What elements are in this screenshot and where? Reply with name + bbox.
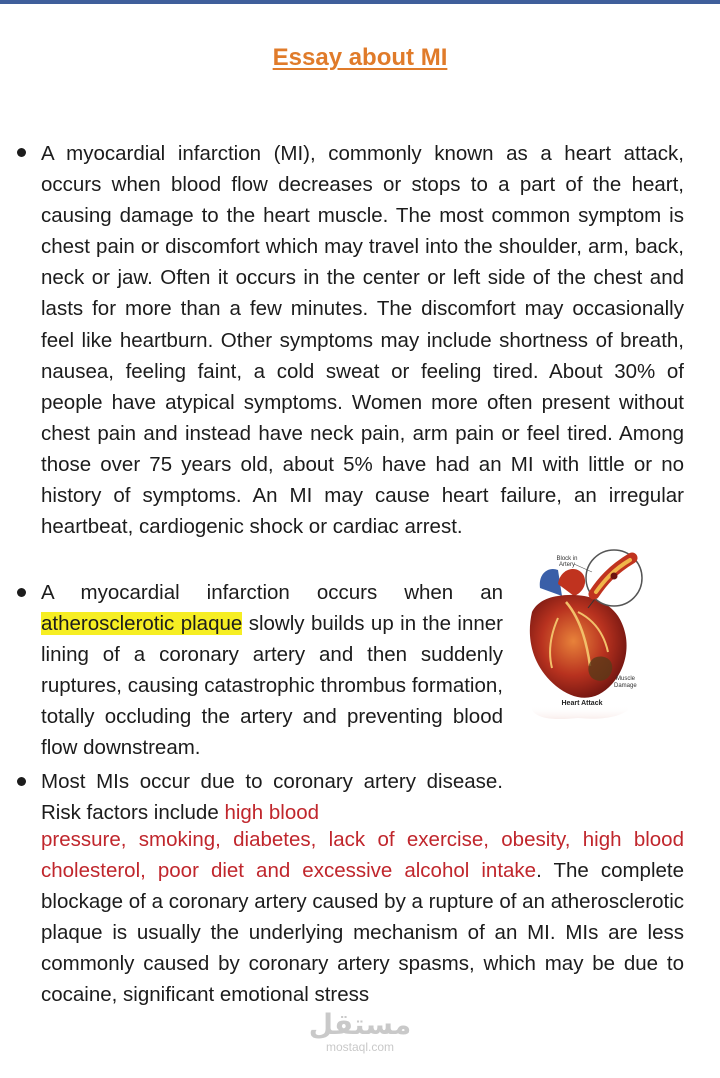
- mechanism-text-start: A myocardial infarction occurs when an: [41, 581, 503, 604]
- heart-shape: [530, 595, 627, 698]
- bullet-icon: [17, 148, 26, 157]
- watermark-logo: مستقل: [308, 1008, 412, 1041]
- label-block-line1: Block in: [556, 556, 578, 562]
- mechanism-text-end: slowly builds up in the inner lining of a coronary artery and then suddenly ruptures, causing catastrophic thrombus formation, totally occluding the artery and preventing blood flow downstream.: [41, 612, 503, 760]
- aorta-shape: [558, 569, 585, 596]
- causes-text-start: Most MIs occur due to coronary artery disease. Risk factors include: [41, 770, 503, 825]
- heart-illustration: [518, 546, 646, 766]
- figure-caption: Heart Attack: [561, 700, 603, 707]
- figure-reflection: [532, 706, 628, 719]
- reflection-shape: [532, 706, 628, 719]
- watermark-site: mostaql.com: [325, 1040, 395, 1054]
- causes-text-end: . The complete blockage of a coronary artery caused by a rupture of an atherosclerotic plaque is usually the underlying mechanism of an MI. MIs are less commonly caused by coronary artery spasms, which may be due to cocaine, significant emotional stress: [41, 859, 684, 1007]
- bullet-icon: [17, 588, 26, 597]
- watermark: [300, 1010, 420, 1054]
- label-block-line2: Artery: [558, 562, 576, 568]
- paragraph-mechanism: [41, 577, 503, 764]
- risk-factors-text: pressure, smoking, diabetes, lack of exercise, obesity, high blood cholesterol, poor diet and excessive alcohol intake: [41, 828, 684, 883]
- risk-factors-text-start: high blood: [224, 801, 320, 825]
- heart-attack-figure: [518, 546, 646, 766]
- top-rule: [0, 0, 720, 4]
- paragraph-causes-body: [41, 824, 684, 1011]
- highlighted-term: atherosclerotic plaque: [41, 612, 243, 636]
- paragraph-causes-lead: [41, 766, 503, 828]
- paragraph-definition: A myocardial infarction (MI), commonly known as a heart attack, occurs when blood flow decreases or stops to a part of the heart, causing damage to the heart muscle. The most common symptom is chest pain or discomfort which may travel into the shoulder, arm, back, neck or jaw. Often it occurs in the center or left side of the chest and lasts for more than a few minutes. The discomfort may occasionally feel like heartburn. Other symptoms may include shortness of breath, nausea, feeling faint, a cold sweat or feeling tired. About 30% of people have atypical symptoms. Women more often present without chest pain and instead have neck pain, arm pain or feel tired. Among those over 75 years old, about 5% have had an MI with little or no history of symptoms. An MI may cause heart failure, an irregular heartbeat, cardiogenic shock or cardiac arrest.: [41, 142, 684, 539]
- bullet-icon: [17, 777, 26, 786]
- page-title: Essay about MI: [272, 44, 448, 71]
- label-muscle-line2: Damage: [614, 683, 637, 689]
- label-muscle-line1: Muscle: [616, 676, 636, 682]
- clot-shape: [611, 573, 618, 580]
